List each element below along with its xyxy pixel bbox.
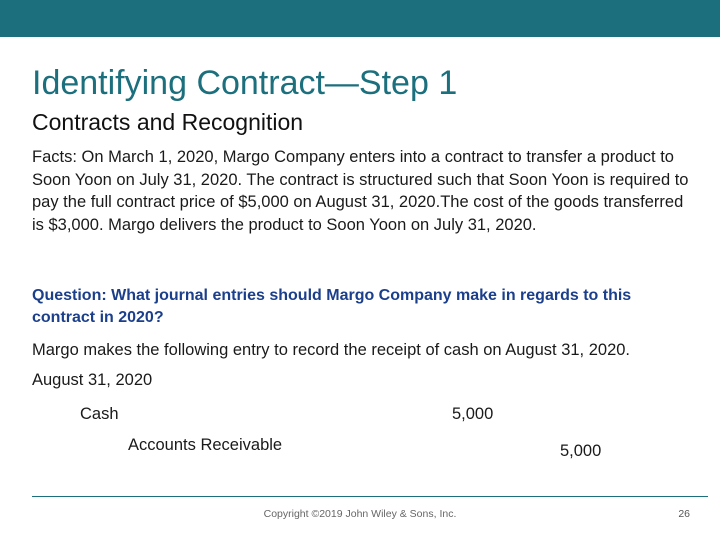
credit-account: Accounts Receivable [128,436,283,454]
debit-account: Cash [80,405,119,423]
question-text: Question: What journal entries should Margo Company make in regards to this contract in 2020? [32,287,632,326]
slide-subtitle: Contracts and Recognition [32,109,304,135]
slide-title: Identifying Contract—Step 1 [32,64,458,102]
page-number: 26 [678,508,690,520]
copyright-text: Copyright ©2019 John Wiley & Sons, Inc. [263,508,457,520]
footer-divider [32,496,708,497]
entry-intro: Margo makes the following entry to record the receipt of cash on August 31, 2020. [32,341,631,359]
facts-paragraph: Facts: On March 1, 2020, Margo Company enters into a contract to transfer a product to Soon Yoon on July 31, 2020. The contract is structured such that Soon Yoon is required to pay the full contract price of $5,000 on August 31, 2020.The cost of the goods transferred is $3,000. Margo delivers the product to Soon Yoon on July 31, 2020. [32,148,689,234]
debit-amount: 5,000 [452,405,494,423]
header-bar [0,0,720,37]
entry-date: August 31, 2020 [32,371,153,389]
credit-amount: 5,000 [560,442,602,460]
